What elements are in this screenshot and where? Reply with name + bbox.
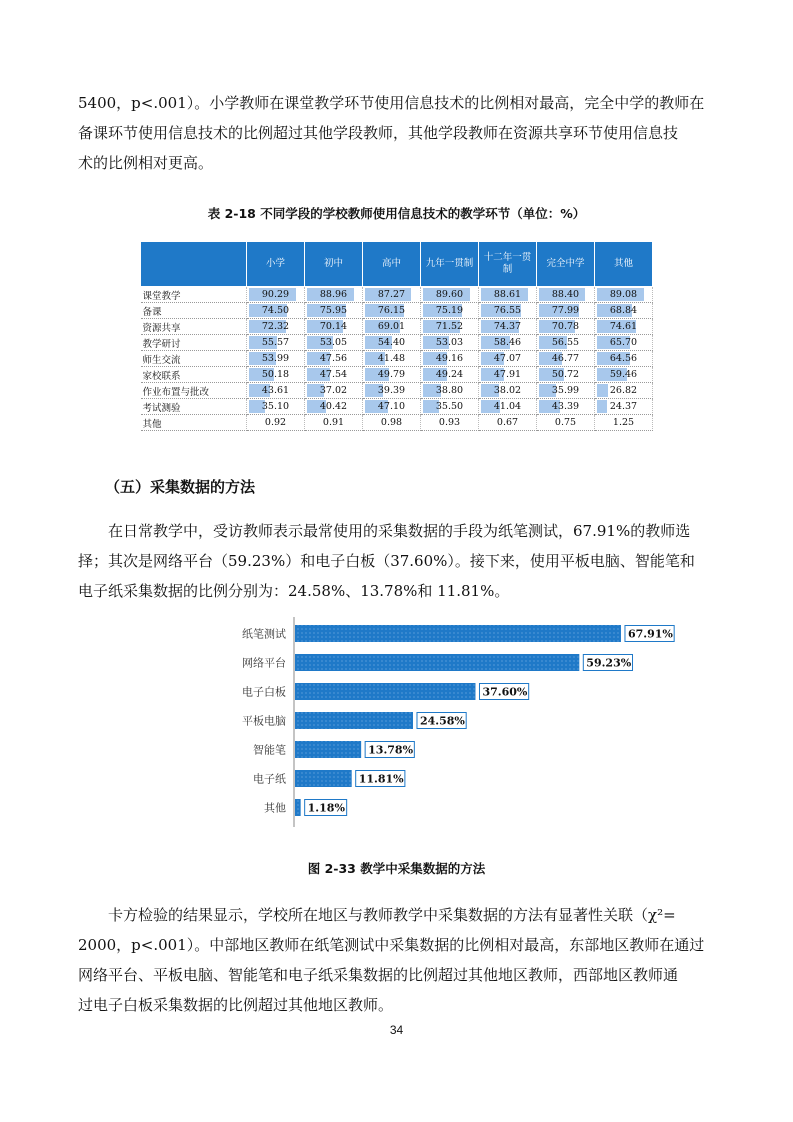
cell-value: 24.37 [609, 401, 638, 412]
cell-value: 49.16 [435, 353, 464, 364]
category-label: 智能笔 [253, 743, 286, 757]
row-label: 师生交流 [141, 351, 247, 367]
cell-value: 68.84 [609, 305, 638, 316]
chart-bar [295, 625, 621, 642]
table-cell [537, 319, 595, 335]
cell-value: 72.32 [261, 321, 290, 332]
table-cell [247, 399, 305, 415]
paragraph-line: 卡方检验的结果显示，学校所在地区与教师教学中采集数据的方法有显著性关联（χ²= [108, 906, 676, 924]
paragraph-line: 2000，p<.001）。中部地区教师在纸笔测试中采集数据的比例相对最高，东部地区教师在通过 [78, 936, 705, 954]
row-label: 资源共享 [141, 319, 247, 335]
cell-value: 41.04 [493, 401, 522, 412]
cell-value: 75.19 [435, 305, 464, 316]
table-cell [363, 303, 421, 319]
cell-value: 88.61 [493, 289, 522, 300]
cell-value: 58.46 [493, 337, 522, 348]
cell-value: 49.79 [377, 369, 406, 380]
cell-value: 0.75 [554, 417, 577, 428]
data-label: 37.60% [482, 685, 528, 699]
cell-value: 40.42 [319, 401, 348, 412]
table-cell [421, 367, 479, 383]
cell-value: 1.25 [612, 417, 635, 428]
cell-value: 53.05 [319, 337, 348, 348]
cell-value: 35.50 [435, 401, 464, 412]
table-row [141, 367, 653, 383]
cell-value: 49.24 [435, 369, 464, 380]
table-cell [305, 367, 363, 383]
table-cell [421, 399, 479, 415]
bar-chart [220, 615, 673, 835]
cell-value: 90.29 [261, 289, 290, 300]
table-cell [305, 383, 363, 399]
cell-value: 71.52 [435, 321, 464, 332]
paragraph-line: 过电子白板采集数据的比例超过其他地区教师。 [78, 996, 394, 1014]
cell-value: 76.55 [493, 305, 522, 316]
table-cell [305, 351, 363, 367]
cell-value: 35.99 [551, 385, 580, 396]
data-label: 13.78% [368, 743, 414, 757]
paragraph-line: 电子纸采集数据的比例分别为：24.58%、13.78%和 11.81%。 [78, 582, 510, 600]
category-label: 其他 [264, 801, 286, 815]
cell-value: 0.93 [438, 417, 461, 428]
section-heading: （五）采集数据的方法 [105, 478, 256, 496]
cell-value: 77.99 [551, 305, 580, 316]
table-cell [305, 303, 363, 319]
table-cell [537, 303, 595, 319]
cell-value: 53.99 [261, 353, 290, 364]
table-cell [595, 415, 653, 431]
paragraph-line: 在日常教学中，受访教师表示最常使用的采集数据的手段为纸笔测试，67.91%的教师选 [108, 522, 691, 540]
data-label: 24.58% [419, 714, 465, 728]
table-cell [537, 383, 595, 399]
table-cell [479, 351, 537, 367]
cell-value: 43.61 [261, 385, 290, 396]
cell-value: 88.40 [551, 289, 580, 300]
category-label: 电子白板 [242, 685, 286, 699]
column-header: 高中 [363, 242, 421, 287]
cell-value: 55.57 [261, 337, 290, 348]
table-cell [421, 303, 479, 319]
cell-value: 0.67 [496, 417, 519, 428]
cell-value: 56.55 [551, 337, 580, 348]
table-cell [479, 415, 537, 431]
cell-value: 59.46 [609, 369, 638, 380]
table-cell [247, 367, 305, 383]
table-cell [537, 335, 595, 351]
data-table [140, 241, 653, 431]
cell-value: 74.61 [609, 321, 638, 332]
table-cell [537, 399, 595, 415]
cell-value: 53.03 [435, 337, 464, 348]
table-row [141, 415, 653, 431]
paragraph-line: 术的比例相对更高。 [78, 154, 214, 172]
table-cell [421, 383, 479, 399]
table-cell [363, 335, 421, 351]
data-label: 67.91% [627, 627, 673, 641]
table-cell [595, 383, 653, 399]
cell-value: 41.48 [377, 353, 406, 364]
cell-value: 54.40 [377, 337, 406, 348]
table-cell [363, 351, 421, 367]
column-header: 完全中学 [537, 242, 595, 287]
paragraph-line: 网络平台、平板电脑、智能笔和电子纸采集数据的比例超过其他地区教师，西部地区教师通 [78, 966, 679, 984]
cell-value: 50.18 [261, 369, 290, 380]
cell-value: 65.70 [609, 337, 638, 348]
table-cell [537, 287, 595, 303]
table-cell [421, 351, 479, 367]
table-cell [479, 303, 537, 319]
data-label: 11.81% [358, 772, 404, 786]
table-cell [595, 319, 653, 335]
table-cell [305, 415, 363, 431]
cell-value: 46.77 [551, 353, 580, 364]
cell-value: 75.95 [319, 305, 348, 316]
cell-value: 39.39 [377, 385, 406, 396]
paragraph-line: 5400，p<.001）。小学教师在课堂教学环节使用信息技术的比例相对最高，完全中学的教师在 [78, 94, 705, 112]
table-cell [421, 319, 479, 335]
data-label: 1.18% [307, 801, 345, 815]
table-cell [363, 367, 421, 383]
table-cell [247, 335, 305, 351]
table-cell [247, 287, 305, 303]
cell-value: 70.14 [319, 321, 348, 332]
category-label: 平板电脑 [242, 714, 286, 728]
column-header: 十二年一贯制 [479, 242, 537, 287]
table-header-row [141, 242, 653, 287]
chart-bar [295, 770, 352, 787]
table-row [141, 303, 653, 319]
table-cell [537, 415, 595, 431]
table-cell [479, 319, 537, 335]
table-cell [363, 415, 421, 431]
table-cell [595, 399, 653, 415]
table-cell [247, 351, 305, 367]
table-cell [479, 383, 537, 399]
row-label: 家校联系 [141, 367, 247, 383]
cell-value: 47.54 [319, 369, 348, 380]
cell-value: 76.15 [377, 305, 406, 316]
table-cell [305, 287, 363, 303]
data-label: 59.23% [586, 656, 632, 670]
cell-value: 74.37 [493, 321, 522, 332]
row-label: 备课 [141, 303, 247, 319]
paragraph-data-collection [78, 516, 718, 606]
column-header: 小学 [247, 242, 305, 287]
cell-value: 74.50 [261, 305, 290, 316]
category-label: 纸笔测试 [242, 627, 286, 641]
chart-bar [295, 712, 413, 729]
row-label: 考试测验 [141, 399, 247, 415]
cell-value: 0.91 [322, 417, 345, 428]
table-row [141, 383, 653, 399]
cell-value: 89.60 [435, 289, 464, 300]
table-cell [421, 287, 479, 303]
category-label: 电子纸 [253, 772, 286, 786]
cell-value: 38.02 [493, 385, 522, 396]
cell-value: 0.92 [264, 417, 287, 428]
table-cell [305, 335, 363, 351]
cell-value: 0.98 [380, 417, 403, 428]
chart-bar [295, 654, 579, 671]
paragraph-line: 备课环节使用信息技术的比例超过其他学段教师，其他学段教师在资源共享环节使用信息技 [78, 124, 679, 142]
row-label: 教学研讨 [141, 335, 247, 351]
cell-value: 69.01 [377, 321, 406, 332]
table-cell [595, 367, 653, 383]
cell-value: 35.10 [261, 401, 290, 412]
table-cell [537, 367, 595, 383]
table-cell [421, 335, 479, 351]
table-title: 表 2-18 不同学段的学校教师使用信息技术的教学环节（单位：%） [207, 206, 586, 221]
cell-value: 50.72 [551, 369, 580, 380]
table-cell [595, 351, 653, 367]
paragraph-line: 择；其次是网络平台（59.23%）和电子白板（37.60%）。接下来，使用平板电脑、智能笔和 [78, 552, 695, 570]
table-cell [595, 287, 653, 303]
cell-value: 89.08 [609, 289, 638, 300]
table-cell [421, 415, 479, 431]
chart-bar [295, 799, 301, 816]
table-cell [247, 415, 305, 431]
table-row [141, 399, 653, 415]
figure-caption: 图 2-33 教学中采集数据的方法 [307, 861, 486, 876]
table-cell [305, 319, 363, 335]
cell-value: 38.80 [435, 385, 464, 396]
table-cell [363, 399, 421, 415]
column-header: 九年一贯制 [421, 242, 479, 287]
table-cell [479, 287, 537, 303]
cell-value: 47.56 [319, 353, 348, 364]
category-label: 网络平台 [242, 656, 286, 670]
table-cell [595, 335, 653, 351]
cell-value: 47.91 [493, 369, 522, 380]
cell-value: 43.39 [551, 401, 580, 412]
table-cell [305, 399, 363, 415]
cell-value: 70.78 [551, 321, 580, 332]
chart-bar [295, 741, 361, 758]
table-cell [247, 383, 305, 399]
column-header: 初中 [305, 242, 363, 287]
table-cell [363, 383, 421, 399]
table-row [141, 287, 653, 303]
chart-bar [295, 683, 475, 700]
table-cell [537, 351, 595, 367]
row-label: 课堂教学 [141, 287, 247, 303]
row-label: 作业布置与批改 [141, 383, 247, 399]
cell-value: 87.27 [377, 289, 406, 300]
table-cell [479, 335, 537, 351]
cell-value: 47.10 [377, 401, 406, 412]
cell-value: 47.07 [493, 353, 522, 364]
table-cell [479, 399, 537, 415]
cell-value: 88.96 [319, 289, 348, 300]
table-cell [247, 303, 305, 319]
table-cell [363, 287, 421, 303]
table-cell [595, 303, 653, 319]
table-cell [247, 319, 305, 335]
cell-value: 64.56 [609, 353, 638, 364]
table-row [141, 319, 653, 335]
row-label: 其他 [141, 415, 247, 431]
cell-value: 26.82 [609, 385, 638, 396]
column-header: 其他 [595, 242, 653, 287]
table-cell [363, 319, 421, 335]
table-row [141, 335, 653, 351]
paragraph-chi-square [78, 900, 718, 1020]
cell-value: 37.02 [319, 385, 348, 396]
table-corner-cell [141, 242, 247, 287]
table-cell [479, 367, 537, 383]
table-row [141, 351, 653, 367]
page-number: 34 [389, 1023, 404, 1037]
paragraph-intro [78, 88, 718, 178]
